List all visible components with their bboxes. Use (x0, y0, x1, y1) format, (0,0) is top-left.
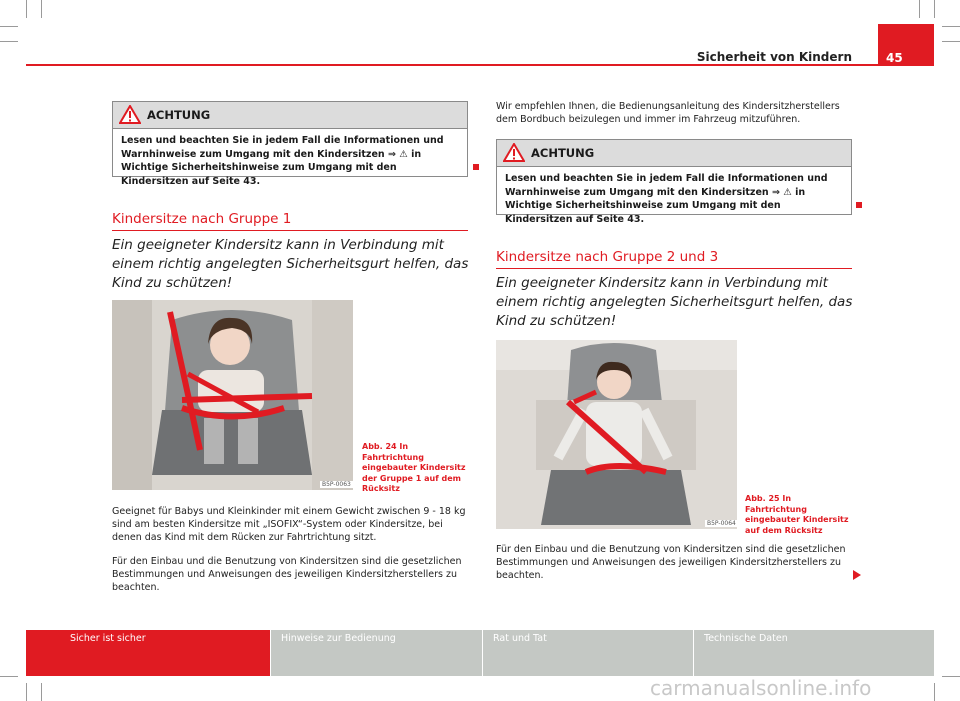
footer-tab-label: Sicher ist sicher (70, 633, 146, 644)
page-number-badge (878, 24, 934, 64)
warning-triangle-icon (503, 143, 525, 162)
crop-mark (0, 41, 18, 42)
watermark: carmanualsonline.info (650, 676, 872, 700)
header-rule (26, 64, 934, 66)
footer-tab-label: Rat und Tat (493, 633, 547, 644)
crop-mark (41, 0, 42, 18)
warning-box-header (113, 102, 467, 129)
paragraph-group-1-weight: Geeignet für Babys und Kleinkinder mit einem Gewicht zwischen 9 - 18 kg sind am besten Kindersitze mit „ISOFIX“-System oder Kindersitze, bei denen das Kind mit dem Rücken zur Fahrtrichtung sitzt. (112, 506, 466, 543)
section-end-marker (473, 164, 479, 170)
warning-text: Lesen und beachten Sie in jedem Fall die Informationen und Warnhinweise zum Umgang mit den Kindersitzen ⇒ ⚠ in Wichtige Sicherheitshinweise zum Umgang mit den Kindersitzen auf Seite 43. (505, 173, 828, 225)
crop-mark (0, 26, 18, 27)
page-header-title: Sicherheit von Kindern (696, 50, 852, 64)
section-heading-rule (112, 230, 468, 231)
footer-tab-hinweise-zur-bedienung[interactable] (271, 630, 482, 676)
crop-mark (26, 0, 27, 18)
page-number: 45 (886, 51, 903, 65)
crop-mark (0, 676, 18, 677)
crop-mark (934, 683, 935, 701)
warning-box-1 (112, 101, 468, 187)
figure-code: B5P-0063 (322, 481, 351, 488)
figure-code: B5P-0064 (707, 520, 736, 527)
section-heading-group-1: Kindersitze nach Gruppe 1 (112, 211, 292, 227)
footer-tab-technische-daten[interactable] (694, 630, 934, 676)
section-lead-group-1: Ein geeigneter Kindersitz kann in Verbindung mit einem richtig angelegten Sicherheitsgurt helfen, das Kind zu schützen! (112, 237, 469, 291)
warning-triangle-icon (119, 105, 141, 124)
crop-mark (942, 41, 960, 42)
footer-tab-sicher-ist-sicher[interactable] (26, 630, 270, 676)
figure-caption-24: Abb. 24 In Fahrtrichtung eingebauter Kindersitz der Gruppe 1 auf dem Rücksitz (362, 442, 466, 493)
footer-tab-label: Hinweise zur Bedienung (281, 633, 396, 644)
warning-title: ACHTUNG (531, 146, 595, 160)
paragraph-group-1-regulations: Für den Einbau und die Benutzung von Kindersitzen sind die gesetzlichen Bestimmungen und Anweisungen des jeweiligen Kindersitzherstellers zu beachten. (112, 556, 462, 593)
figure-group-1-child-seat (112, 300, 353, 490)
crop-mark (942, 26, 960, 27)
paragraph-group-2-3-regulations: Für den Einbau und die Benutzung von Kindersitzen sind die gesetzlichen Bestimmungen und Anweisungen des jeweiligen Kindersitzherstellers zu beachten. (496, 544, 846, 581)
warning-text: Lesen und beachten Sie in jedem Fall die Informationen und Warnhinweise zum Umgang mit den Kindersitzen ⇒ ⚠ in Wichtige Sicherheitshinweise zum Umgang mit den Kindersitzen auf Seite 43. (121, 135, 444, 187)
crop-mark (942, 676, 960, 677)
crop-mark (26, 683, 27, 701)
crop-mark (934, 0, 935, 18)
section-heading-rule (496, 268, 852, 269)
continue-arrow-icon (853, 570, 861, 580)
warning-box-2 (496, 139, 852, 225)
section-end-marker (856, 202, 862, 208)
crop-mark (919, 0, 920, 18)
warning-title: ACHTUNG (147, 108, 211, 122)
crop-mark (41, 683, 42, 701)
section-heading-group-2-3: Kindersitze nach Gruppe 2 und 3 (496, 249, 719, 265)
figure-group-2-3-child-seat (496, 340, 737, 529)
section-lead-group-2-3: Ein geeigneter Kindersitz kann in Verbindung mit einem richtig angelegten Sicherheitsgurt helfen, das Kind zu schützen! (496, 275, 853, 329)
footer-tab-label: Technische Daten (704, 633, 788, 644)
footer-tab-rat-und-tat[interactable] (483, 630, 693, 676)
paragraph-recommendation: Wir empfehlen Ihnen, die Bedienungsanleitung des Kindersitzherstellers dem Bordbuch beizulegen und immer im Fahrzeug mitzuführen. (496, 101, 840, 125)
warning-box-header (497, 140, 851, 167)
figure-caption-25: Abb. 25 In Fahrtrichtung eingebauter Kindersitz auf dem Rücksitz (745, 494, 849, 535)
